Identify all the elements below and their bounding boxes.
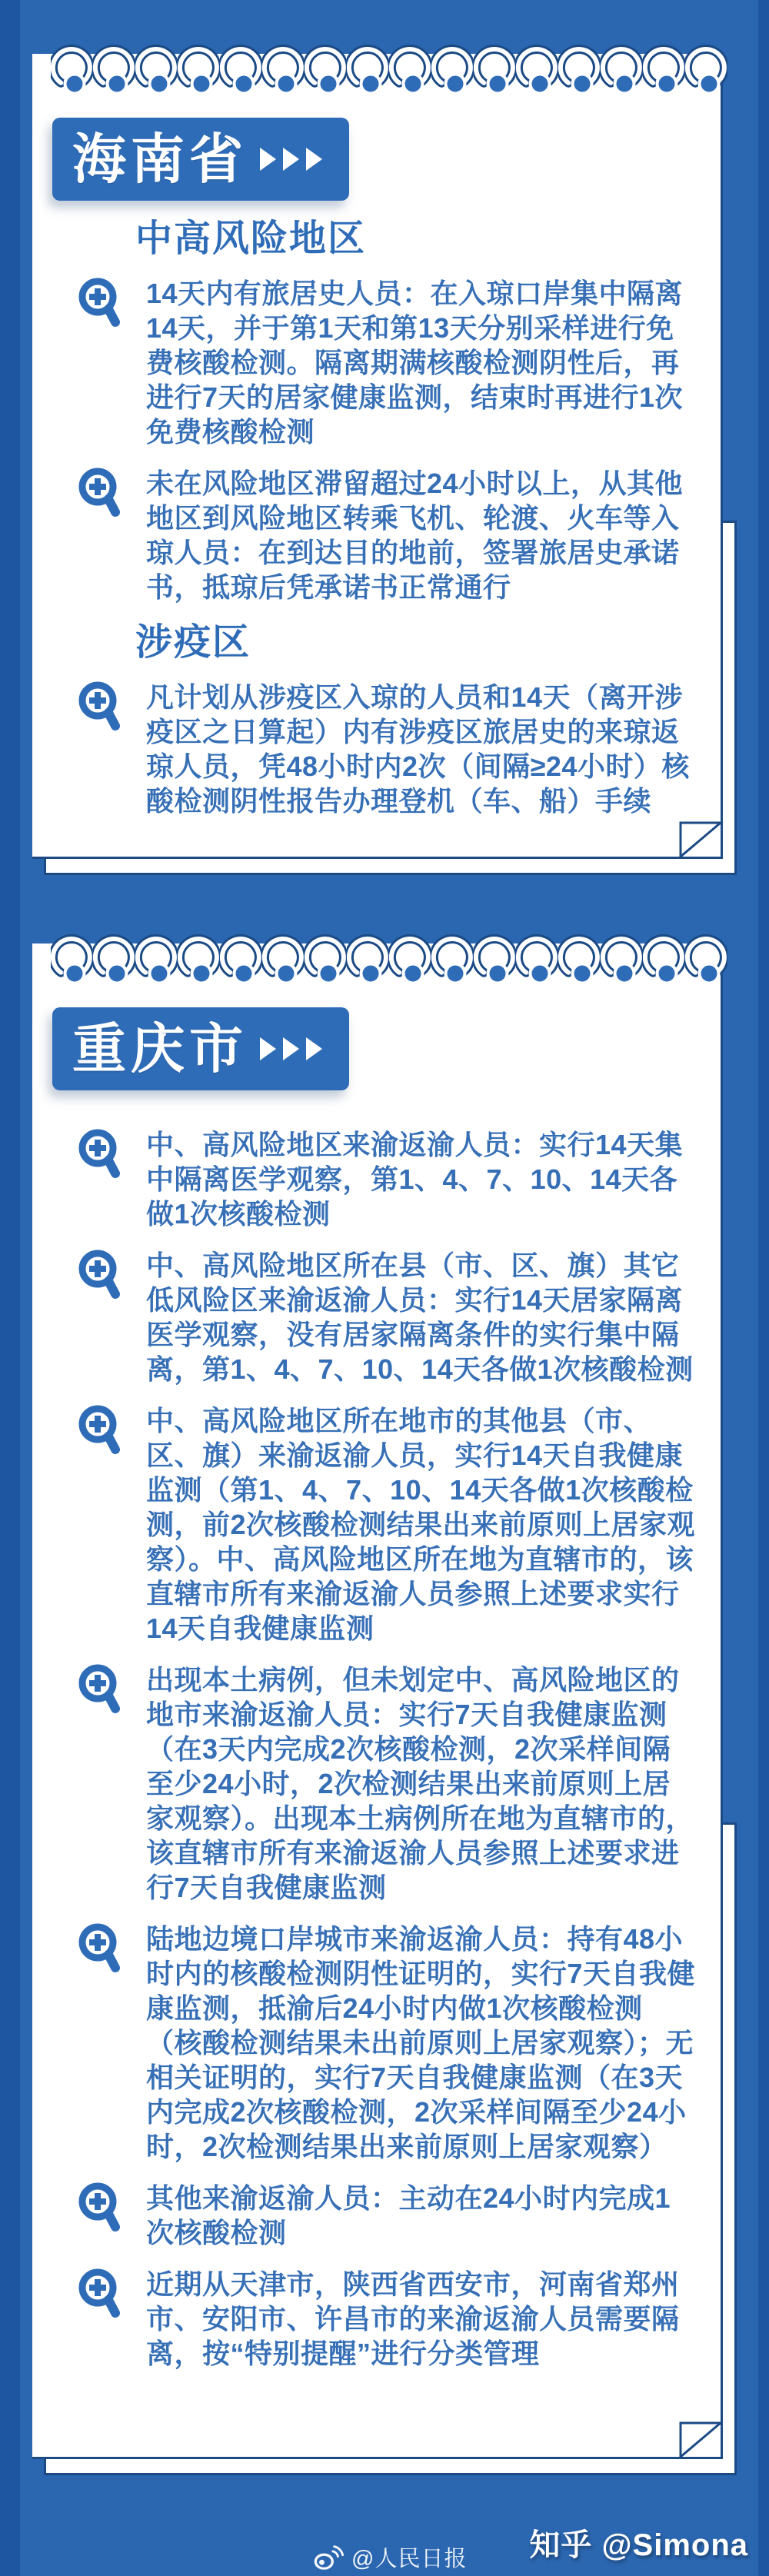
magnifier-plus-icon bbox=[77, 2182, 122, 2233]
weibo-handle: @人民日报 bbox=[351, 2547, 468, 2571]
magnifier-plus-icon bbox=[77, 681, 122, 732]
magnifier-plus-icon bbox=[77, 1923, 122, 1974]
card-front-page bbox=[32, 944, 723, 2459]
hainan-note-card bbox=[32, 54, 723, 859]
right-edge-strip bbox=[758, 0, 769, 2576]
section-heading-medium-high-risk: 中高风险地区 bbox=[135, 218, 367, 259]
bullet-text: 出现本土病例，但未划定中、高风险地区的地市来渝返渝人员：实行7天自我健康监测（在3天内完成2次核酸检测，2次采样间隔至少24小时，2次检测结果出来前原则上居家观察）。出现本土病例所在地为直辖市的，该直辖市所有来渝返渝人员参照上述要求进行7天自我健康监测 bbox=[146, 1664, 694, 1903]
triple-arrow-icon bbox=[260, 1037, 329, 1060]
bullet-text: 中、高风险地区来渝返渝人员：实行14天集中隔离医学观察，第1、4、7、10、14天各做1次核酸检测 bbox=[146, 1129, 684, 1230]
bullet-text: 凡计划从涉疫区入琼的人员和14天（离开涉疫区之日算起）内有涉疫区旅居史的来琼返琼人员，凭48小时内2次（间隔≥24小时）核酸检测阴性报告办理登机（车、船）手续 bbox=[146, 681, 690, 817]
magnifier-plus-icon bbox=[77, 1405, 122, 1456]
list-item bbox=[77, 466, 721, 604]
magnifier-plus-icon bbox=[77, 1129, 122, 1180]
bullet-list bbox=[32, 680, 721, 818]
magnifier-plus-icon bbox=[77, 1250, 122, 1300]
magnifier-plus-icon bbox=[77, 468, 122, 518]
magnifier-plus-icon bbox=[77, 278, 122, 328]
province-title: 海南省 bbox=[72, 129, 248, 189]
section-heading-epidemic-area: 涉疫区 bbox=[135, 622, 251, 663]
chongqing-note-card bbox=[32, 944, 723, 2459]
list-item bbox=[77, 2181, 721, 2250]
bullet-text: 近期从天津市，陕西省西安市，河南省郑州市、安阳市、许昌市的来渝返渝人员需要隔离，按“特别提醒”进行分类管理 bbox=[146, 2268, 680, 2369]
card-front-page bbox=[32, 54, 723, 859]
list-item bbox=[77, 1662, 721, 1905]
list-item bbox=[77, 1127, 721, 1231]
magnifier-plus-icon bbox=[77, 2268, 122, 2319]
list-item bbox=[77, 1403, 721, 1646]
weibo-watermark bbox=[314, 2541, 467, 2573]
bullet-list bbox=[32, 1127, 721, 2371]
page-fold-corner bbox=[678, 820, 723, 859]
bullet-text: 未在风险地区滞留超过24小时以上，从其他地区到风险地区转乘飞机、轮渡、火车等入琼人员：在到达目的地前，签署旅居史承诺书，抵琼后凭承诺书正常通行 bbox=[146, 468, 684, 603]
list-item bbox=[77, 680, 721, 818]
zhihu-watermark: 知乎 @Simona bbox=[529, 2528, 748, 2562]
left-edge-strip bbox=[0, 0, 20, 2576]
bullet-text: 陆地边境口岸城市来渝返渝人员：持有48小时内的核酸检测阴性证明的，实行7天自我健康监测，抵渝后24小时内做1次核酸检测（核酸检测结果未出前原则上居家观察）；无相关证明的，实行7天自我健康监测（在3天内完成2次核酸检测，2次采样间隔至少24小时，2次检测结果出来前原则上居家观察） bbox=[146, 1923, 696, 2162]
province-badge-hainan bbox=[52, 118, 349, 201]
city-badge-chongqing bbox=[52, 1007, 349, 1090]
list-item bbox=[77, 1922, 721, 2164]
triple-arrow-icon bbox=[260, 148, 329, 171]
weibo-logo-icon bbox=[314, 2544, 345, 2570]
magnifier-plus-icon bbox=[77, 1664, 122, 1715]
list-item bbox=[77, 276, 721, 449]
bullet-text: 14天内有旅居史人员：在入琼口岸集中隔离14天，并于第1天和第13天分别采样进行免费核酸检测。隔离期满核酸检测阴性后，再进行7天的居家健康监测，结束时再进行1次免费核酸检测 bbox=[146, 278, 684, 448]
page-fold-corner bbox=[678, 2421, 723, 2459]
bullet-list bbox=[32, 276, 721, 604]
list-item bbox=[77, 2267, 721, 2371]
bullet-text: 其他来渝返渝人员：主动在24小时内完成1次核酸检测 bbox=[146, 2182, 671, 2248]
bullet-text: 中、高风险地区所在地市的其他县（市、区、旗）来渝返渝人员，实行14天自我健康监测（第1、4、7、10、14天各做1次核酸检测，前2次核酸检测结果出来前原则上居家观察）。中、高风险地区所在地为直辖市的，该直辖市所有来渝返渝人员参照上述要求实行14天自我健康监测 bbox=[146, 1405, 696, 1644]
list-item bbox=[77, 1248, 721, 1386]
bullet-text: 中、高风险地区所在县（市、区、旗）其它低风险区来渝返渝人员：实行14天居家隔离医学观察，没有居家隔离条件的实行集中隔离，第1、4、7、10、14天各做1次核酸检测 bbox=[146, 1250, 694, 1385]
city-title: 重庆市 bbox=[72, 1019, 248, 1079]
